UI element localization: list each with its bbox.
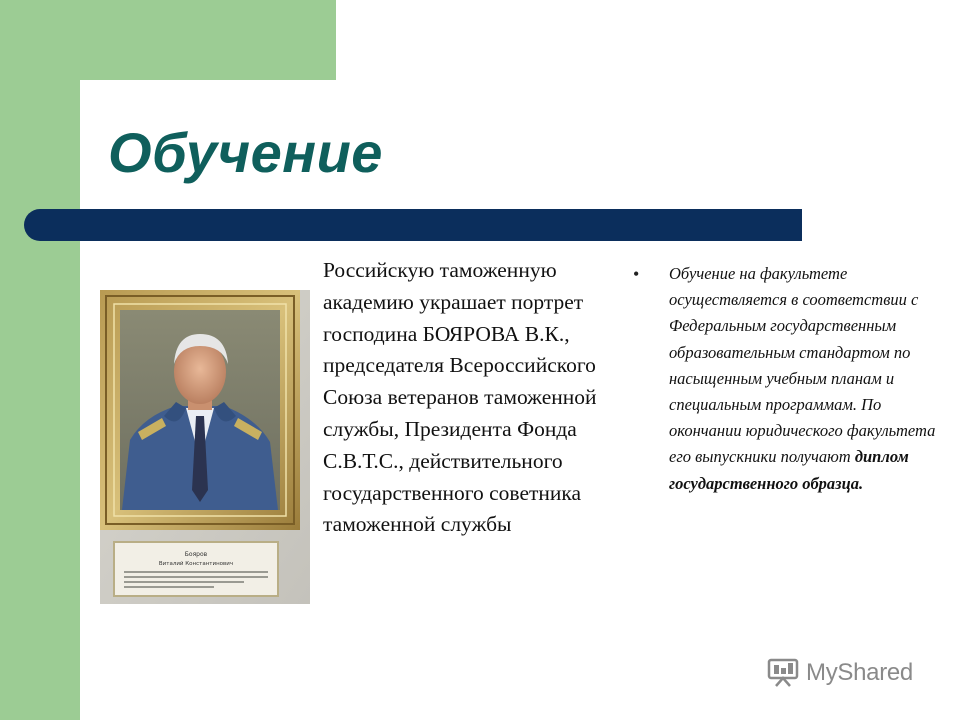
portrait-photo	[100, 290, 310, 604]
slide-title: Обучение	[108, 121, 383, 184]
myshared-watermark[interactable]	[766, 655, 913, 691]
presentation-board-icon	[766, 658, 800, 688]
title-divider-bar	[24, 209, 802, 241]
plaque-name-line2: Виталий Константинович	[158, 561, 234, 567]
watermark-text: MyShared	[806, 659, 913, 686]
education-text-normal: Обучение на факультете осуществляется в соответствии с Федеральным государственным образовательным стандартом по насыщенным учебным планам и специальным программам. По окончании юридического факультета его выпускники получают	[669, 264, 936, 467]
plaque-text-line	[124, 581, 244, 583]
plaque-text-line	[124, 576, 268, 578]
education-text-bold: диплом государственного образца.	[669, 447, 909, 493]
portrait-description-text: Российскую таможенную академию украшает портрет господина БОЯРОВА В.К., председателя Всероссийского Союза ветеранов таможенной службы, Президента Фонда С.В.Т.С., действительного государственного советника таможенной службы	[323, 258, 597, 537]
bullet-marker: •	[633, 264, 640, 284]
plaque-name-line1: Бояров	[184, 551, 208, 558]
plaque-text-line	[124, 571, 268, 573]
plaque-text-line	[124, 586, 214, 588]
education-description	[669, 261, 954, 497]
green-side-band	[0, 0, 80, 720]
